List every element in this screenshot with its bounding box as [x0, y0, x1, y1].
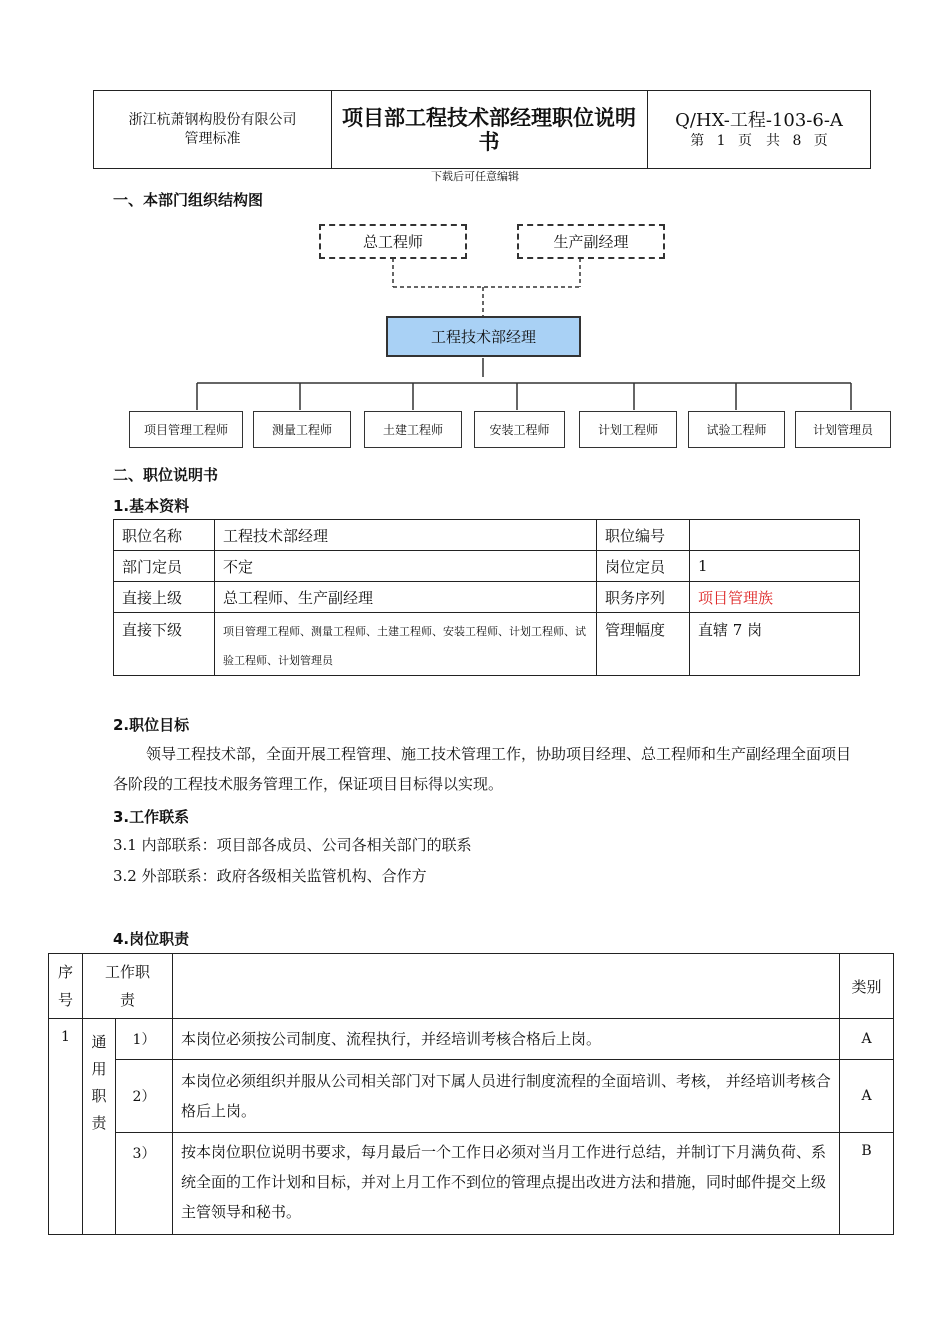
field-label: 职位编号: [597, 520, 690, 551]
duties-heading: 4.岗位职责: [113, 930, 190, 948]
field-value: 直辖 7 岗: [690, 613, 860, 676]
field-label: 直接下级: [114, 613, 215, 676]
section-job-description: 二、职位说明书: [113, 466, 219, 484]
table-row: [114, 582, 860, 613]
field-value: 项目管理族: [690, 582, 860, 613]
item-type: A: [840, 1060, 894, 1133]
header-type: 类别: [840, 954, 894, 1019]
org-connectors: [0, 0, 950, 460]
org-sub-2: 土建工程师: [364, 411, 462, 448]
field-label: 职位名称: [114, 520, 215, 551]
field-value: 总工程师、生产副经理: [215, 582, 597, 613]
page-info: 第 1 页 共 8 页: [690, 132, 828, 149]
field-label: 职务序列: [597, 582, 690, 613]
duties-table: [48, 953, 894, 1235]
field-label: 管理幅度: [597, 613, 690, 676]
contact-internal: 3.1 内部联系：项目部各成员、公司各相关部门的联系: [113, 836, 472, 854]
org-sub-1: 测量工程师: [253, 411, 351, 448]
contact-external: 3.2 外部联系：政府各级相关监管机构、合作方: [113, 867, 427, 885]
org-box-deputy-manager: 生产副经理: [517, 224, 665, 259]
header-duty: 工作职责: [83, 954, 173, 1019]
table-row: [49, 1133, 894, 1235]
item-index: 2）: [116, 1060, 173, 1133]
item-text: 本岗位必须组织并服从公司相关部门对下属人员进行制度流程的全面培训、考核， 并经培训考核合格后上岗。: [173, 1060, 840, 1133]
item-index: 3）: [116, 1133, 173, 1235]
field-label: 直接上级: [114, 582, 215, 613]
table-row: [114, 613, 860, 676]
item-text: 本岗位必须按公司制度、流程执行，并经培训考核合格后上岗。: [173, 1019, 840, 1060]
company-subtitle: 管理标准: [184, 130, 241, 147]
org-sub-4: 计划工程师: [579, 411, 677, 448]
field-value: 1: [690, 551, 860, 582]
goal-heading: 2.职位目标: [113, 716, 190, 734]
group-no: 1: [49, 1019, 83, 1235]
company-name: 浙江杭萧钢构股份有限公司: [128, 111, 297, 128]
org-box-main: 工程技术部经理: [386, 316, 581, 357]
table-header-row: [49, 954, 894, 1019]
contact-heading: 3.工作联系: [113, 808, 190, 826]
field-value: [690, 520, 860, 551]
field-label: 部门定员: [114, 551, 215, 582]
item-text: 按本岗位职位说明书要求，每月最后一个工作日必须对当月工作进行总结，并制订下月满负荷、系统全面的工作计划和目标，并对上月工作不到位的管理点提出改进方法和措施，同时邮件提交上级主管领导和秘书。: [173, 1133, 840, 1235]
org-sub-6: 计划管理员: [795, 411, 891, 448]
table-row: [114, 520, 860, 551]
table-row: [49, 1019, 894, 1060]
basic-heading: 1.基本资料: [113, 497, 190, 515]
header-no: 序号: [49, 954, 83, 1019]
document-title: 项目部工程技术部经理职位说明书: [331, 91, 648, 168]
field-value: 项目管理工程师、测量工程师、土建工程师、安装工程师、计划工程师、试验工程师、计划管理员: [215, 613, 597, 676]
field-label: 岗位定员: [597, 551, 690, 582]
item-index: 1）: [116, 1019, 173, 1060]
document-code: Q/HX-工程-103-6-A: [675, 109, 843, 131]
org-sub-0: 项目管理工程师: [129, 411, 243, 448]
edit-note: 下载后可任意编辑: [431, 170, 519, 183]
group-name: 通用职责: [83, 1019, 116, 1235]
goal-text: 领导工程技术部，全面开展工程管理、施工技术管理工作，协助项目经理、总工程师和生产副经理全面项目各阶段的工程技术服务管理工作，保证项目目标得以实现。: [113, 745, 852, 793]
item-type: B: [840, 1133, 894, 1235]
org-sub-5: 试验工程师: [688, 411, 785, 448]
org-sub-3: 安装工程师: [474, 411, 565, 448]
table-row: [49, 1060, 894, 1133]
field-value: 工程技术部经理: [215, 520, 597, 551]
org-box-chief-engineer: 总工程师: [319, 224, 467, 259]
header-blank: [173, 954, 840, 1019]
item-type: A: [840, 1019, 894, 1060]
section-org-chart: 一、本部门组织结构图: [113, 191, 264, 209]
table-row: [114, 551, 860, 582]
field-value: 不定: [215, 551, 597, 582]
basic-info-table: [113, 519, 860, 676]
